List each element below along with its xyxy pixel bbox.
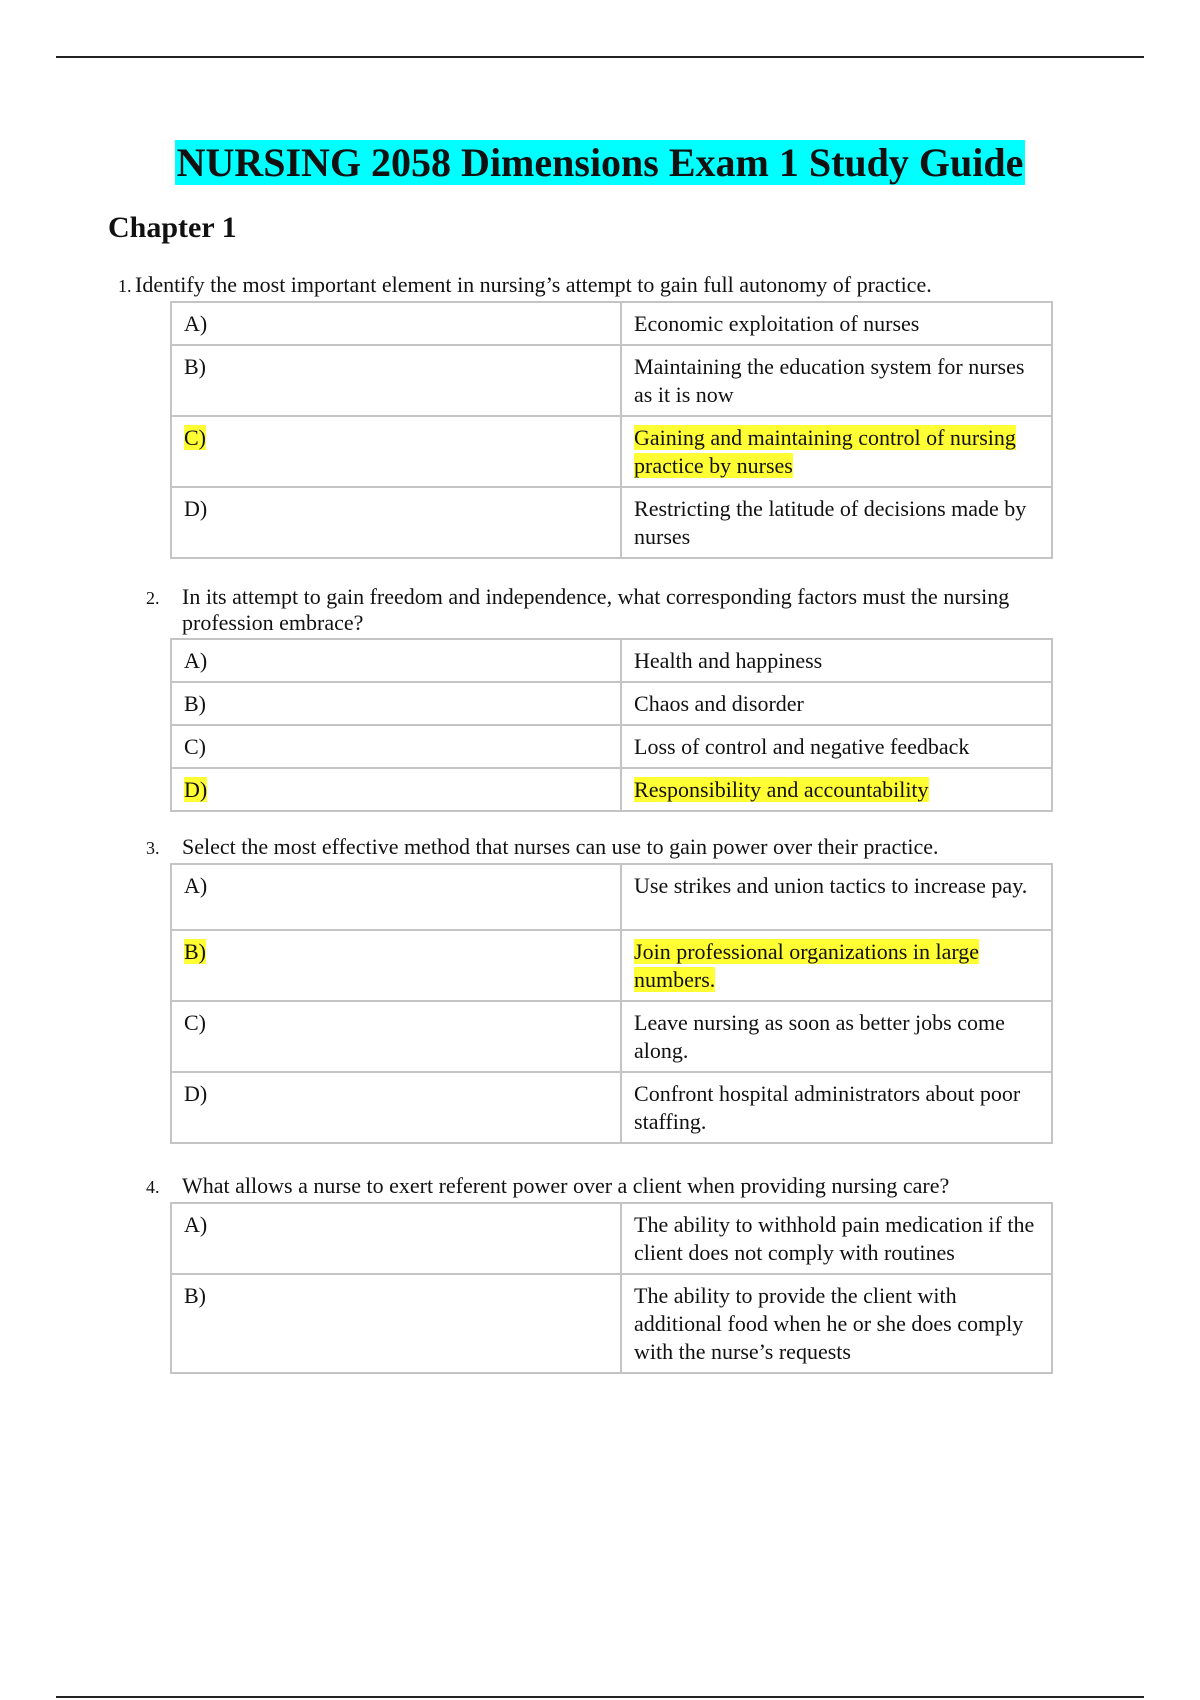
answer-table [170, 301, 1053, 559]
option-text: Economic exploitation of nurses [621, 302, 1052, 345]
question-number: 4. [146, 1177, 160, 1197]
question-text: Select the most effective method that nurses can use to gain power over their practice. [182, 834, 939, 859]
option-letter: D) [171, 1072, 621, 1143]
option-row [171, 725, 1052, 768]
question-text: Identify the most important element in nursing’s attempt to gain full autonomy of practice. [135, 272, 932, 297]
option-row [171, 864, 1052, 930]
header-rule [56, 56, 1144, 58]
option-letter: A) [171, 639, 621, 682]
option-letter [171, 768, 621, 811]
answer-table [170, 863, 1053, 1144]
option-text [621, 768, 1052, 811]
option-letter [171, 416, 621, 487]
option-letter: C) [171, 725, 621, 768]
option-text: The ability to provide the client with additional food when he or she does comply with the nurse’s requests [621, 1274, 1052, 1373]
option-letter [171, 930, 621, 1001]
option-letter: D) [171, 487, 621, 558]
option-row-correct [171, 930, 1052, 1001]
option-text [621, 930, 1052, 1001]
page-title-text: NURSING 2058 Dimensions Exam 1 Study Guide [176, 140, 1024, 185]
option-row [171, 682, 1052, 725]
question-text: In its attempt to gain freedom and independence, what corresponding factors must the nursing profession embrace? [182, 584, 1010, 635]
page-title [0, 138, 1200, 188]
option-letter: C) [171, 1001, 621, 1072]
correct-answer-highlight: Responsibility and accountability [634, 777, 929, 802]
option-text [621, 416, 1052, 487]
option-text: The ability to withhold pain medication if the client does not comply with routines [621, 1203, 1052, 1274]
option-row-correct [171, 768, 1052, 811]
correct-answer-highlight: Join professional organizations in large numbers. [634, 939, 980, 992]
option-row [171, 302, 1052, 345]
option-row [171, 639, 1052, 682]
option-text: Chaos and disorder [621, 682, 1052, 725]
chapter-heading: Chapter 1 [108, 211, 237, 244]
option-letter: A) [171, 1203, 621, 1274]
option-row-correct [171, 416, 1052, 487]
option-row [171, 1203, 1052, 1274]
question-number: 2. [146, 588, 160, 608]
option-text: Maintaining the education system for nurses as it is now [621, 345, 1052, 416]
question-number: 1. [118, 276, 132, 296]
answer-table [170, 1202, 1053, 1374]
option-row [171, 487, 1052, 558]
correct-answer-highlight: C) [184, 425, 206, 450]
footer-rule [56, 1696, 1144, 1698]
option-text: Use strikes and union tactics to increase pay. [621, 864, 1052, 930]
option-row [171, 1072, 1052, 1143]
option-letter: A) [171, 864, 621, 930]
option-letter: A) [171, 302, 621, 345]
option-row [171, 1274, 1052, 1373]
correct-answer-highlight: D) [184, 777, 208, 802]
option-text: Confront hospital administrators about poor staffing. [621, 1072, 1052, 1143]
option-letter: B) [171, 345, 621, 416]
option-text: Leave nursing as soon as better jobs come along. [621, 1001, 1052, 1072]
option-text: Restricting the latitude of decisions made by nurses [621, 487, 1052, 558]
correct-answer-highlight: B) [184, 939, 206, 964]
option-letter: B) [171, 1274, 621, 1373]
option-row [171, 345, 1052, 416]
answer-table [170, 638, 1053, 812]
option-row [171, 1001, 1052, 1072]
correct-answer-highlight: Gaining and maintaining control of nursing practice by nurses [634, 425, 1016, 478]
option-letter: B) [171, 682, 621, 725]
option-text: Loss of control and negative feedback [621, 725, 1052, 768]
option-text: Health and happiness [621, 639, 1052, 682]
question-number: 3. [146, 838, 160, 858]
question-text: What allows a nurse to exert referent power over a client when providing nursing care? [182, 1173, 950, 1198]
